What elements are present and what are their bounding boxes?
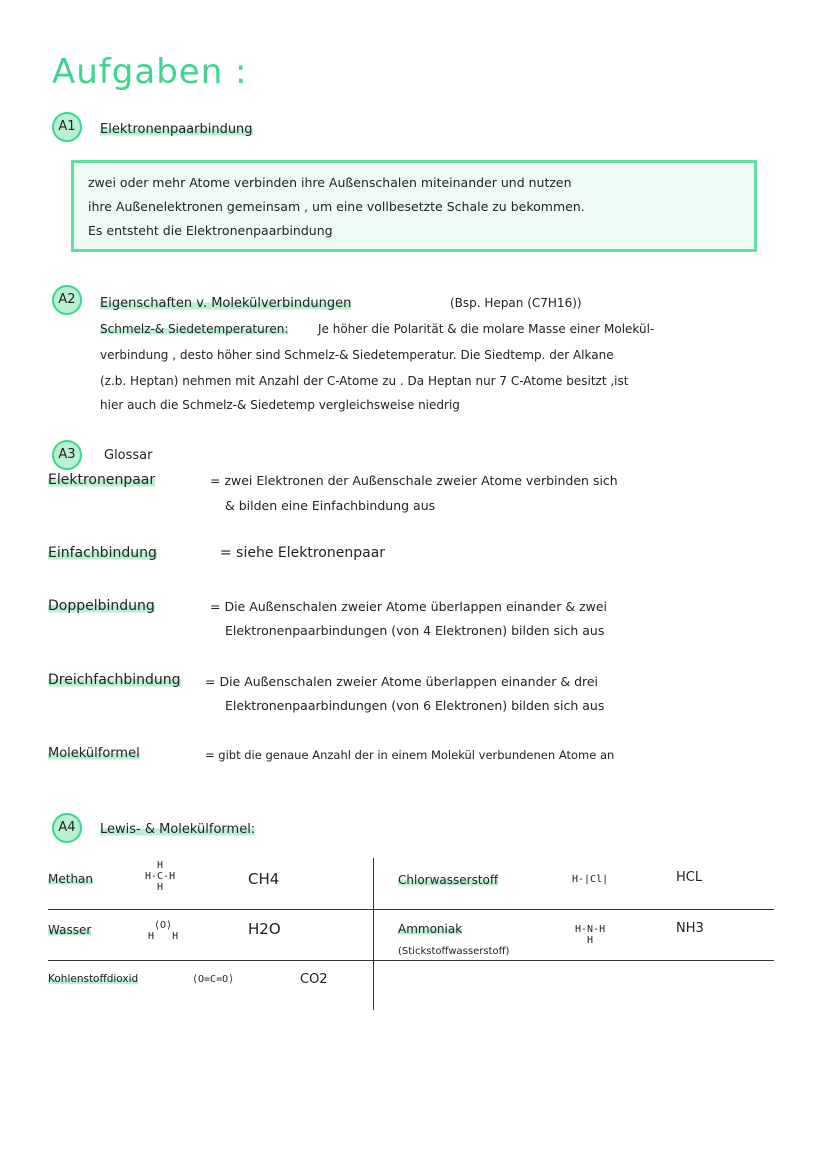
molecule-name: Wasser (48, 923, 92, 937)
glossary-def: = siehe Elektronenpaar (220, 545, 386, 561)
a2-line: Je höher die Polarität & die molare Masse einer Molekül- (318, 322, 655, 336)
molecule-name: Ammoniak (398, 922, 463, 936)
lewis-structure: H-|Cl| (572, 874, 609, 885)
a2-line: verbindung , desto höher sind Schmelz-& Siedetemperatur. Die Siedtemp. der Alkane (100, 348, 614, 362)
table-divider (48, 909, 774, 910)
a4-heading: Lewis- & Molekülformel: (100, 822, 256, 837)
glossary-def: = gibt die genaue Anzahl der in einem Molekül verbundenen Atome an (205, 748, 615, 762)
molecule-name: Kohlenstoffdioxid (48, 973, 139, 985)
a1-definition-box (71, 160, 757, 252)
badge-a4: A4 (52, 813, 82, 843)
badge-a2: A2 (52, 285, 82, 315)
a1-line: Es entsteht die Elektronenpaarbindung (88, 223, 333, 238)
glossary-def: = Die Außenschalen zweier Atome überlappen einander & zwei (210, 599, 608, 614)
lewis-structure: ⟨O⟩ H H (148, 920, 179, 942)
a1-line: zwei oder mehr Atome verbinden ihre Außenschalen miteinander und nutzen (88, 175, 572, 190)
a1-line: ihre Außenelektronen gemeinsam , um eine vollbesetzte Schale zu bekommen. (88, 199, 585, 214)
glossary-term: Doppelbindung (48, 598, 155, 614)
a2-line: hier auch die Schmelz-& Siedetemp vergleichsweise niedrig (100, 398, 460, 412)
molecule-alt-name: (Stickstoffwasserstoff) (398, 946, 510, 957)
molecular-formula: H2O (248, 920, 281, 938)
a2-subheading: Schmelz-& Siedetemperaturen: (100, 322, 289, 336)
a1-heading: Elektronenpaarbindung (100, 122, 253, 137)
molecule-name: Chlorwasserstoff (398, 873, 499, 887)
molecule-name: Methan (48, 872, 94, 886)
molecular-formula: NH3 (676, 921, 704, 936)
glossary-term: Elektronenpaar (48, 472, 156, 488)
badge-a3: A3 (52, 440, 82, 470)
lewis-structure: H H-C-H H (145, 860, 176, 893)
glossary-def: & bilden eine Einfachbindung aus (225, 498, 436, 513)
lewis-structure: ⟨O=C=O⟩ (192, 974, 235, 985)
glossary-def: Elektronenpaarbindungen (von 4 Elektronen) bilden sich aus (225, 623, 605, 638)
table-divider-vertical (373, 858, 374, 1010)
a2-line: (z.b. Heptan) nehmen mit Anzahl der C-Atome zu . Da Heptan nur 7 C-Atome besitzt ,ist (100, 374, 629, 388)
molecular-formula: CO2 (300, 972, 328, 987)
badge-a1: A1 (52, 112, 82, 142)
table-divider (48, 960, 774, 961)
molecular-formula: CH4 (248, 870, 280, 888)
glossary-def: = zwei Elektronen der Außenschale zweier Atome verbinden sich (210, 473, 618, 488)
glossary-term: Dreichfachbindung (48, 672, 181, 688)
a2-example: (Bsp. Hepan (C7H16)) (450, 296, 582, 310)
glossary-term: Einfachbindung (48, 545, 157, 561)
a3-heading: Glossar (104, 448, 153, 463)
a2-heading: Eigenschaften v. Molekülverbindungen (100, 296, 352, 311)
page-title: Aufgaben : (52, 52, 248, 92)
lewis-structure: H-N-H H (575, 924, 606, 946)
glossary-def: Elektronenpaarbindungen (von 6 Elektronen) bilden sich aus (225, 698, 605, 713)
glossary-def: = Die Außenschalen zweier Atome überlappen einander & drei (205, 674, 599, 689)
glossary-term: Molekülformel (48, 746, 140, 761)
molecular-formula: HCL (676, 870, 703, 885)
